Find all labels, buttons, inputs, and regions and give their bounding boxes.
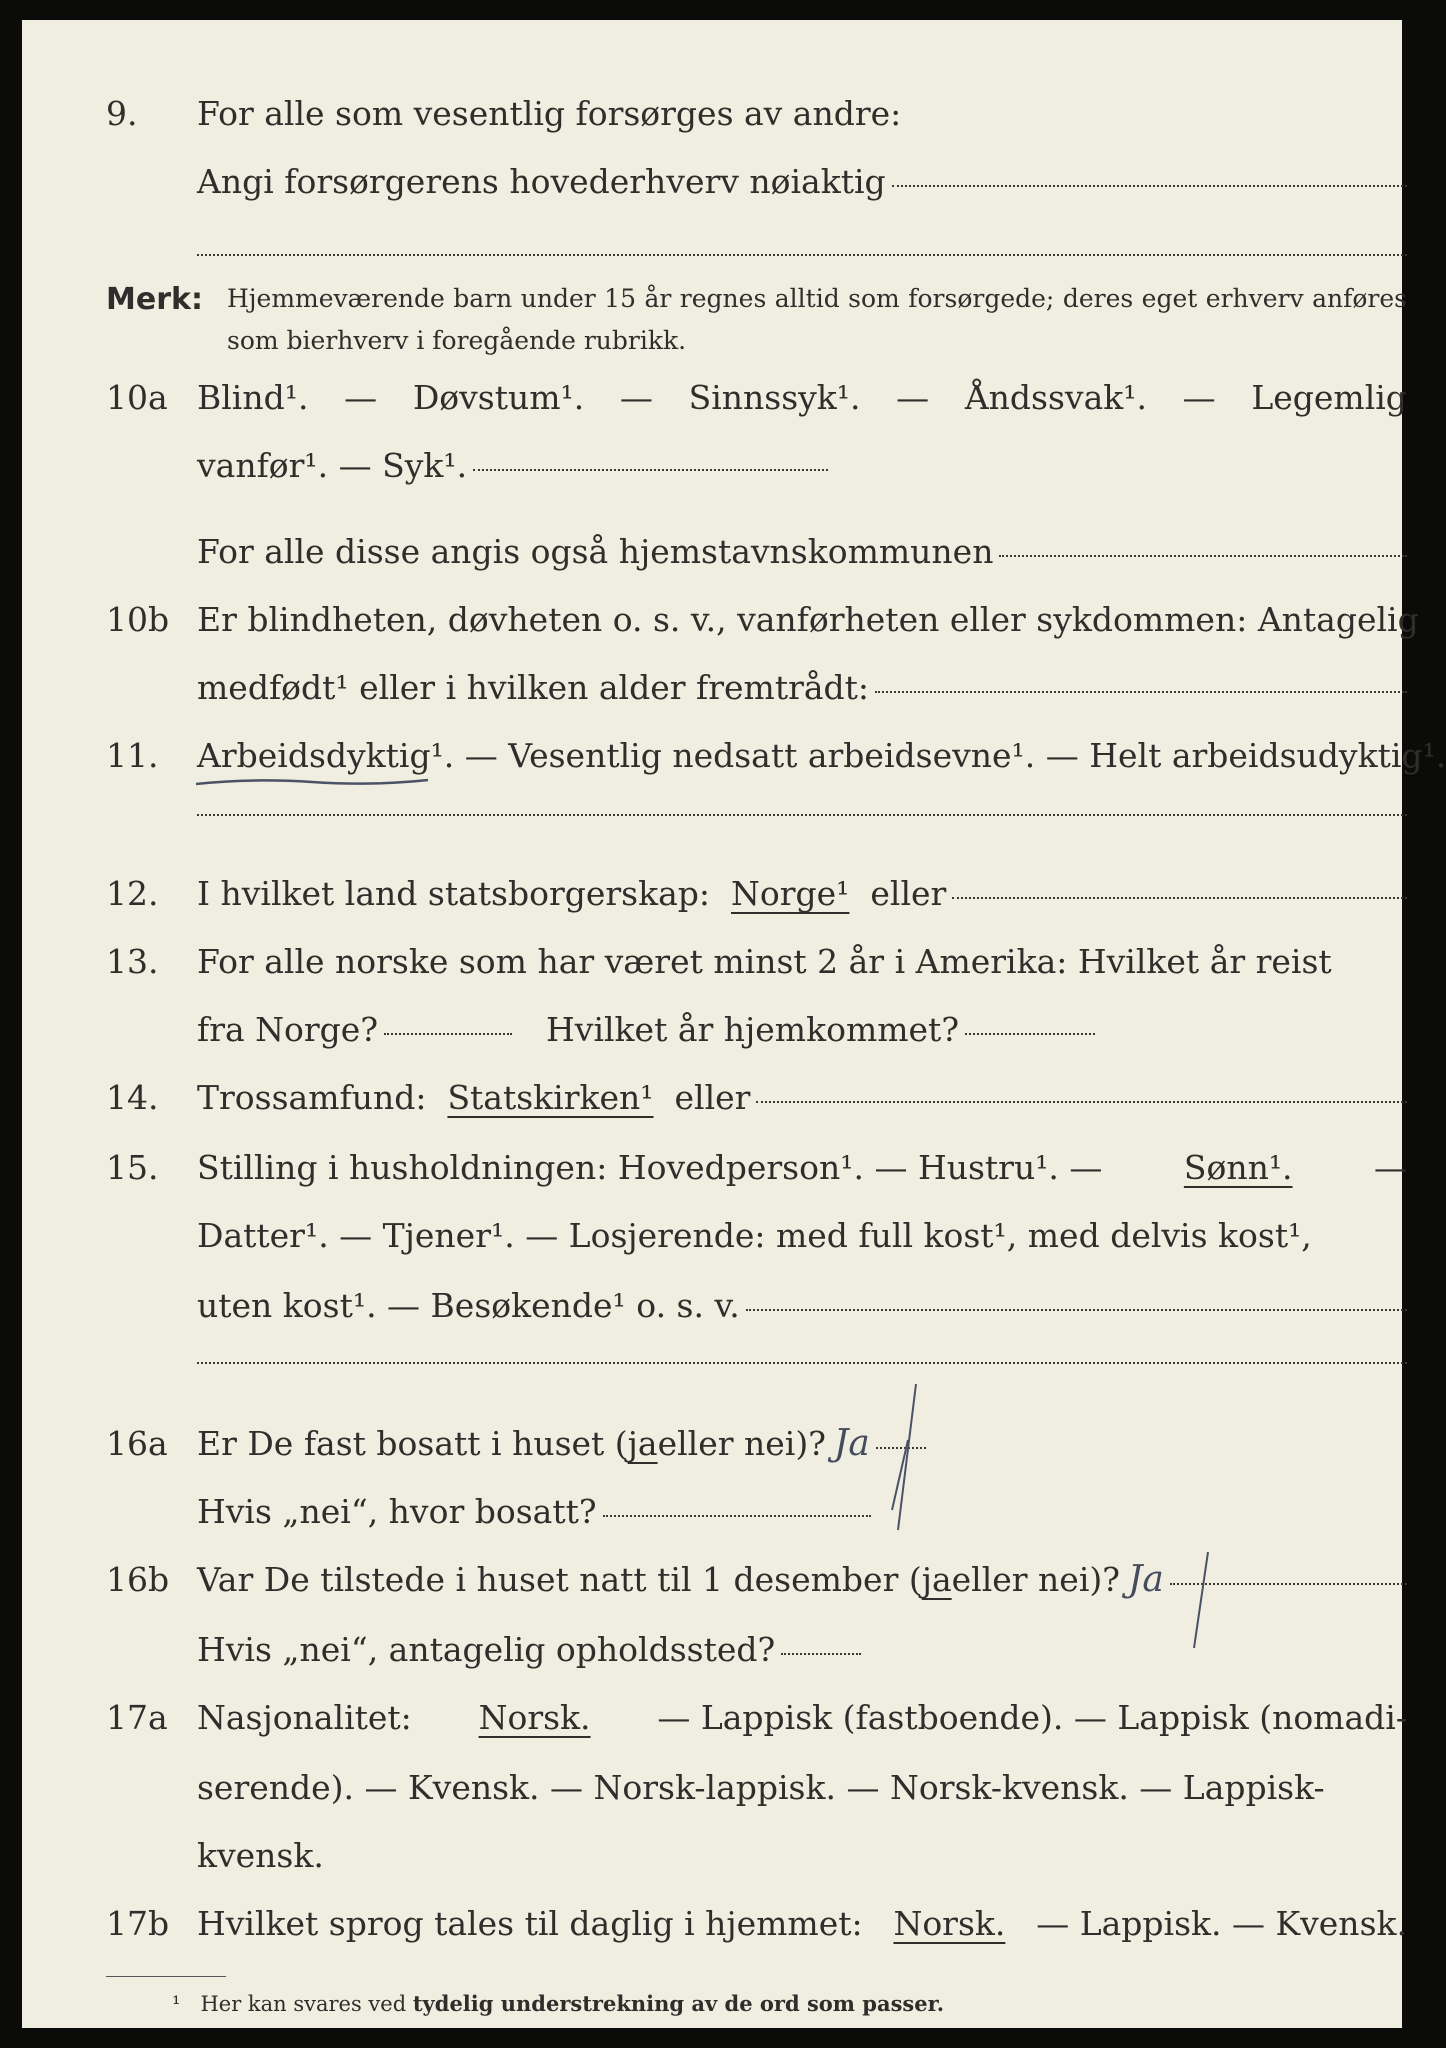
footnote-bold-text: tydelig understrekning av de ord som passer. [412, 1991, 945, 2016]
dash: — [1373, 1148, 1407, 1187]
dash: — [619, 378, 653, 417]
answer-field-whereabouts[interactable] [781, 1653, 861, 1655]
answer-field-blank-line[interactable] [197, 254, 1407, 256]
question-text: Hvis „nei“, hvor bosatt? [197, 1492, 597, 1531]
option-state-church[interactable]: Statskirken¹ [447, 1078, 654, 1117]
question-number: 10b [106, 600, 170, 639]
census-form-page [22, 20, 1446, 2028]
dash: — [344, 378, 378, 417]
question-text: For alle norske som har været minst 2 år i Amerika: Hvilket år reist [197, 942, 1332, 981]
footnote-text: Her kan svares ved [200, 1992, 407, 2016]
answer-field-citizenship[interactable] [952, 897, 1407, 899]
note-text: Hjemmeværende barn under 15 år regnes alltid som forsørgede; deres eget erhverv anføres som bierhverv i foregående rubrikk. [227, 284, 1407, 355]
question-number: 11. [106, 736, 159, 775]
handwritten-ditto-stroke [886, 1380, 926, 1540]
question-text: Nasjonalitet: [197, 1698, 412, 1737]
option-norway[interactable]: Norge¹ [731, 874, 850, 913]
option-physically[interactable]: Legemlig [1251, 378, 1407, 417]
question-text: eller [674, 1078, 751, 1117]
footnote-mark: ¹ [172, 1992, 181, 2016]
dash: — [896, 378, 930, 417]
option-blind[interactable]: Blind¹. [197, 378, 309, 417]
handwritten-answer: Ja [1127, 1559, 1164, 1600]
question-text: eller nei)? [657, 1424, 826, 1463]
question-text: Angi forsørgerens hovederhverv nøiaktig [197, 162, 886, 201]
question-text: Hvis „nei“, antagelig opholdssted? [197, 1630, 776, 1669]
question-text: Hvilket sprog tales til daglig i hjemmet: [197, 1904, 863, 1943]
question-text: — Lappisk (fastboende). — Lappisk (nomadi- [657, 1698, 1407, 1737]
question-text: — Lappisk. — Kvensk. [1036, 1904, 1407, 1943]
question-number: 15. [106, 1148, 159, 1187]
note-label: Merk: [106, 282, 203, 317]
handwritten-answer: Ja [833, 1423, 870, 1464]
question-text: vanfør¹. — Syk¹. [197, 446, 468, 485]
answer-field-household-position[interactable] [746, 1309, 1407, 1311]
handwritten-underline [192, 774, 432, 790]
question-number: 17b [106, 1904, 170, 1943]
question-number: 14. [106, 1078, 159, 1117]
handwritten-ditto-stroke [1186, 1548, 1216, 1658]
question-text: eller nei)? [951, 1560, 1120, 1599]
option-norwegian[interactable]: Norsk. [478, 1698, 591, 1737]
answer-field-disability[interactable] [473, 469, 828, 471]
answer-field-year-left[interactable] [384, 1033, 512, 1035]
question-text: serende). — Kvensk. — Norsk-lappisk. — Norsk-kvensk. — Lappisk- [197, 1768, 1325, 1807]
answer-field-residence[interactable] [603, 1515, 871, 1517]
option-yes[interactable]: ja [627, 1424, 658, 1463]
question-text: Er blindheten, døvheten o. s. v., vanførheten eller sykdommen: Antagelig [197, 600, 1419, 639]
question-text: For alle disse angis også hjemstavnskommunen [197, 532, 994, 571]
option-insane[interactable]: Sinnssyk¹. [688, 378, 861, 417]
option-able-to-work[interactable]: Arbeidsdyktig¹. [197, 736, 455, 775]
question-number: 17a [106, 1698, 168, 1737]
answer-field-home-municipality[interactable] [999, 555, 1407, 557]
question-text: Var De tilstede i huset natt til 1 desember ( [197, 1560, 922, 1599]
question-text: fra Norge? [197, 1010, 379, 1049]
option-norwegian-language[interactable]: Norsk. [893, 1904, 1006, 1943]
question-text: Hvilket år hjemkommet? [546, 1010, 960, 1049]
question-text: For alle som vesentlig forsørges av andre: [197, 94, 902, 133]
footnote [172, 1990, 944, 2018]
question-number: 16b [106, 1560, 170, 1599]
question-number: 16a [106, 1424, 168, 1463]
question-text: — Vesentlig nedsatt arbeidsevne¹. — Helt arbeidsudyktig¹. [464, 736, 1446, 775]
answer-field-onset-age[interactable] [875, 691, 1407, 693]
question-text: I hvilket land statsborgerskap: [197, 874, 711, 913]
question-text: medfødt¹ eller i hvilken alder fremtrådt: [197, 668, 870, 707]
question-text: Stilling i husholdningen: Hovedperson¹. — Hustru¹. — [197, 1148, 1103, 1187]
option-yes[interactable]: ja [921, 1560, 952, 1599]
question-text: eller [870, 874, 947, 913]
question-text: uten kost¹. — Besøkende¹ o. s. v. [197, 1286, 740, 1325]
option-mentally-disabled[interactable]: Åndssvak¹. [964, 378, 1147, 417]
option-son[interactable]: Sønn¹. [1183, 1148, 1293, 1187]
dash: — [1182, 378, 1216, 417]
question-text: Trossamfund: [197, 1078, 427, 1117]
answer-field-year-returned[interactable] [965, 1033, 1095, 1035]
answer-field-blank-line[interactable] [197, 1362, 1407, 1364]
answer-field-main-occupation[interactable] [892, 185, 1407, 187]
question-number: 9. [106, 94, 138, 133]
question-number: 10a [106, 378, 168, 417]
option-deafmute[interactable]: Døvstum¹. [412, 378, 585, 417]
answer-field-religion[interactable] [756, 1101, 1407, 1103]
question-number: 12. [106, 874, 159, 913]
question-text: Datter¹. — Tjener¹. — Losjerende: med full kost¹, med delvis kost¹, [197, 1216, 1312, 1255]
question-text: kvensk. [197, 1836, 324, 1875]
footnote-divider [106, 1976, 226, 1977]
question-number: 13. [106, 942, 159, 981]
answer-field-blank-line[interactable] [197, 814, 1407, 816]
question-text: Er De fast bosatt i huset ( [197, 1424, 628, 1463]
